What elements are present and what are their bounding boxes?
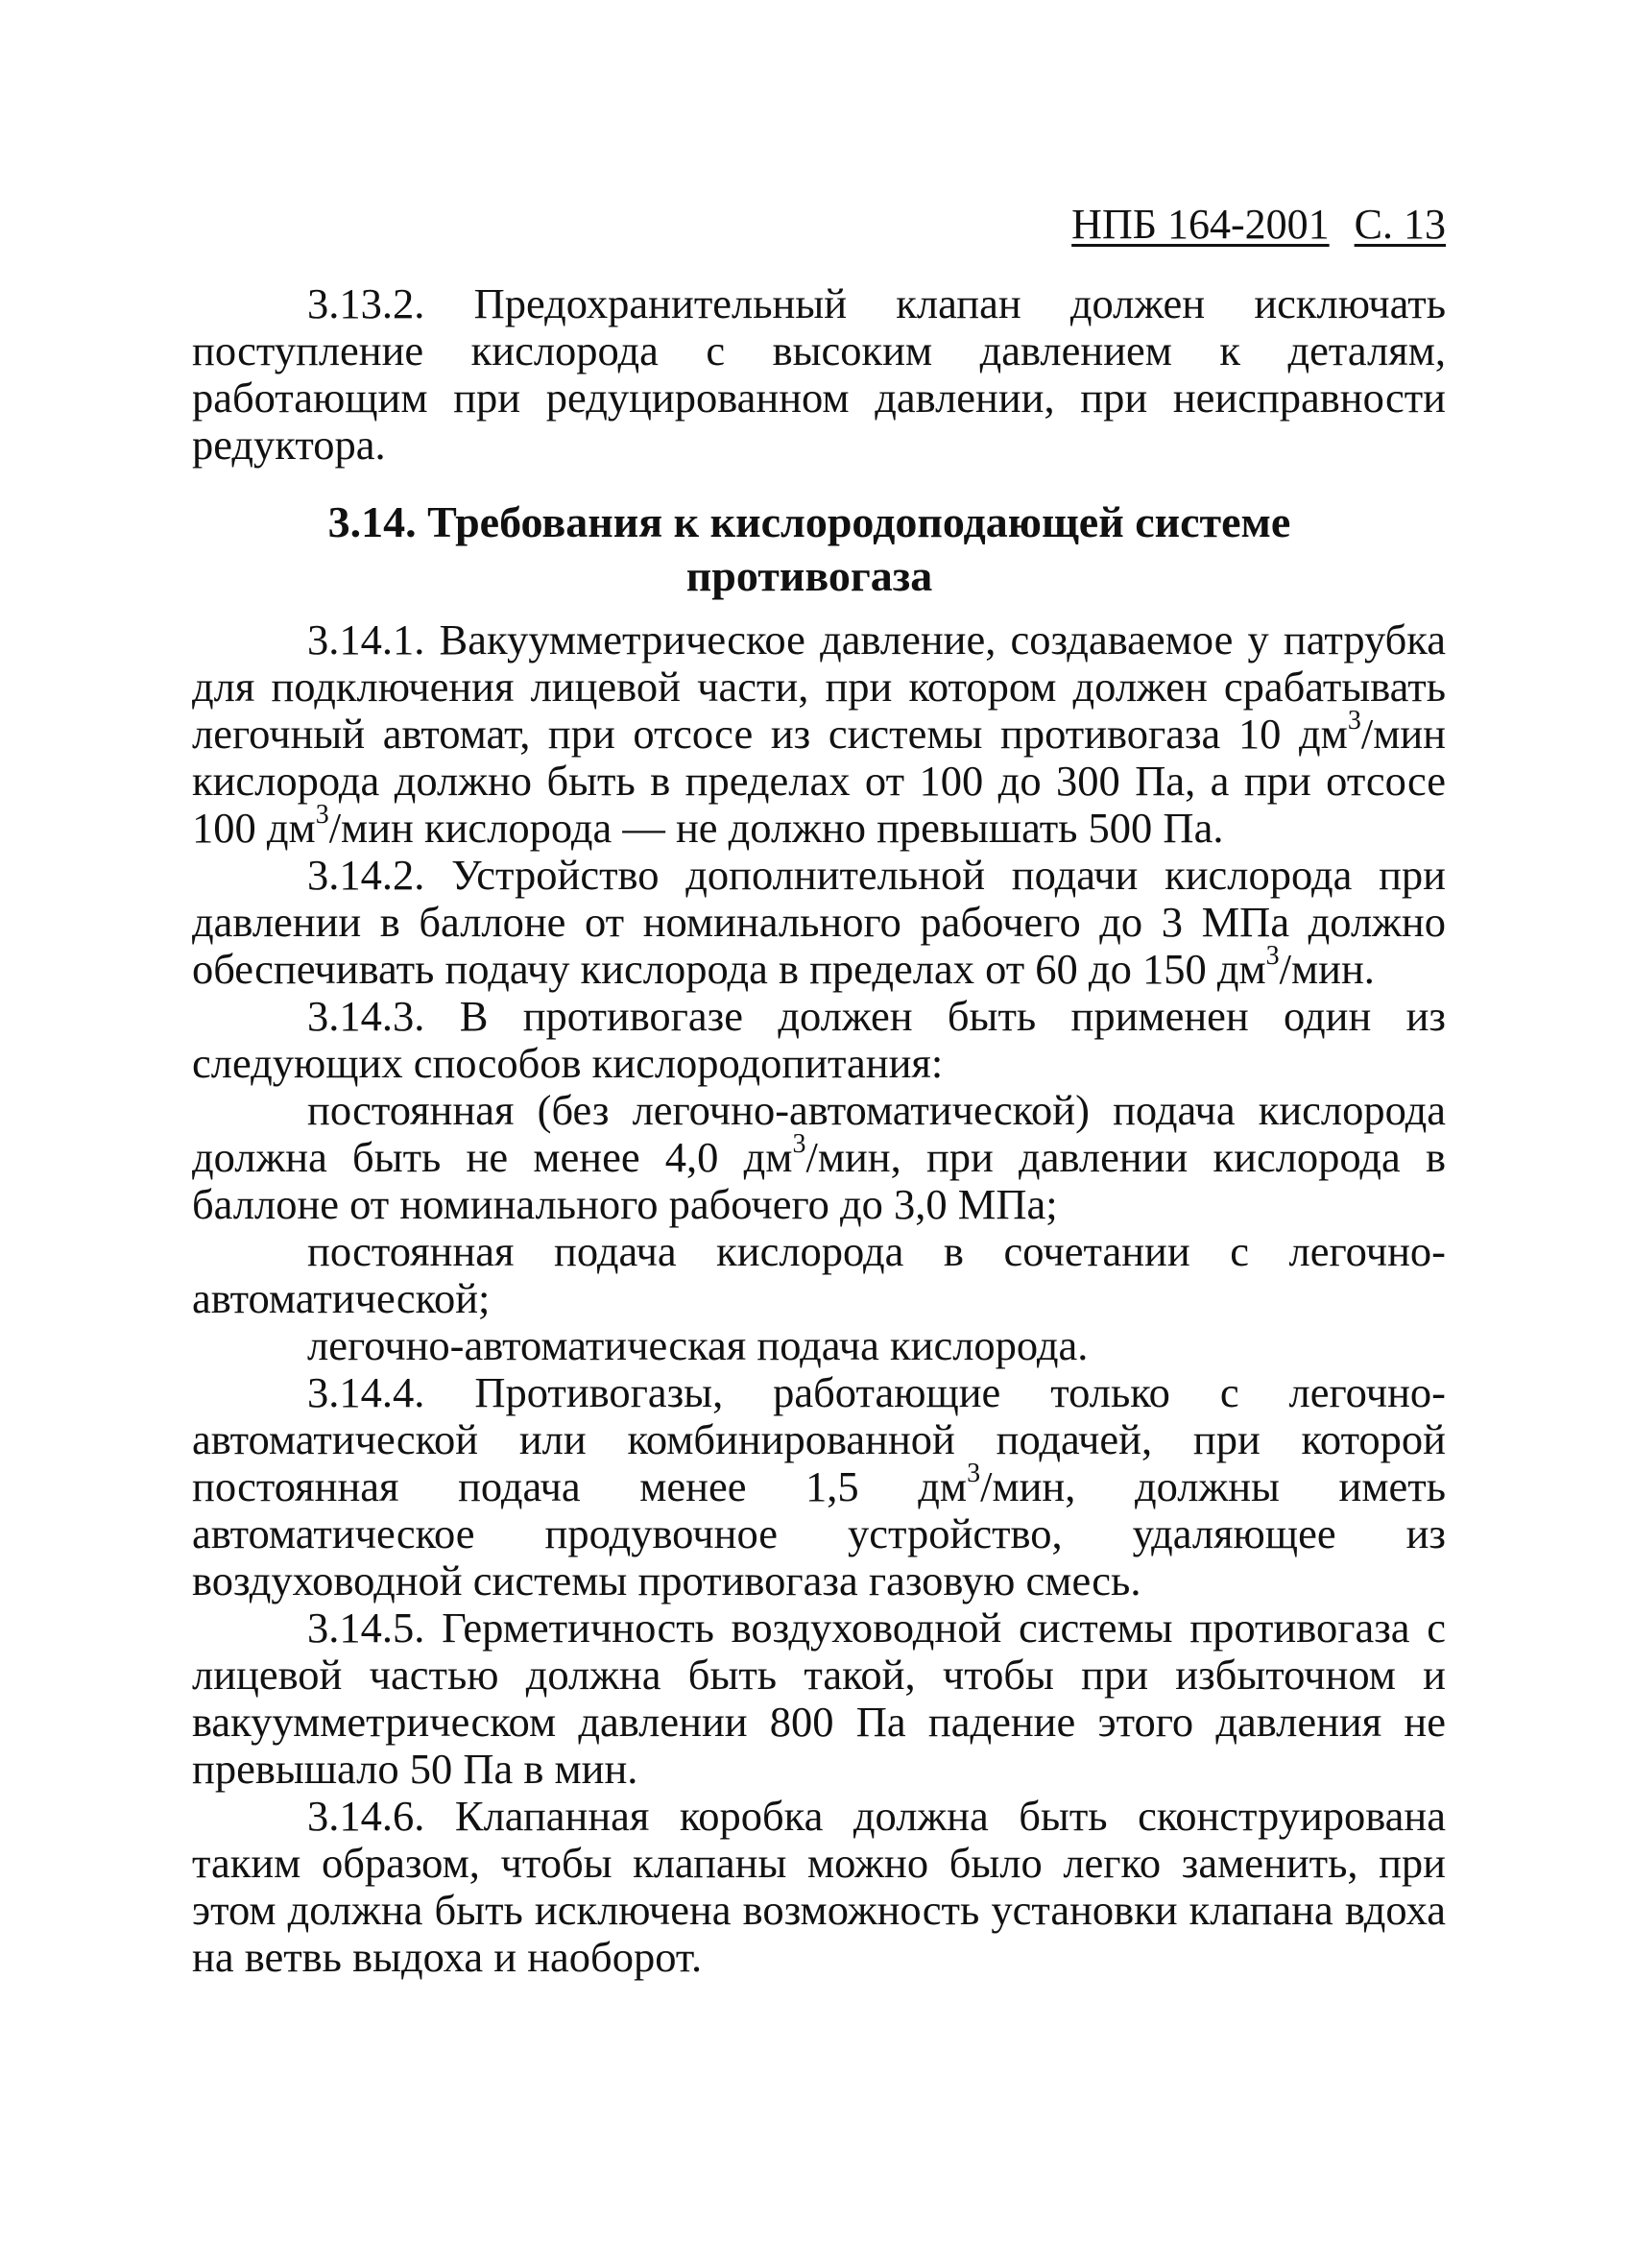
list-item-1-text-a: постоянная (без легочно-автоматической) подача кислорода должна быть не менее 4,0 дм xyxy=(192,1086,1446,1181)
document-body xyxy=(192,280,1446,1981)
paragraph-3-14-1 xyxy=(192,616,1446,852)
paragraph-3-14-3: 3.14.3. В противогазе должен быть применен один из следующих способов кислородопитания: xyxy=(192,992,1446,1087)
page-header xyxy=(1018,200,1446,250)
paragraph-3-14-2-text-b: /мин. xyxy=(1279,945,1375,993)
paragraph-3-14-4-text-a: 3.14.4. Противогазы, работающие только с легочно-автоматической или комбинированной подачей, при которой постоянная подача менее 1,5 дм xyxy=(192,1368,1446,1510)
paragraph-3-14-5: 3.14.5. Герметичность воздуховодной системы противогаза с лицевой частью должна быть такой, чтобы при избыточном и вакуумметрическом давлении 800 Па падение этого давления не превышало 50 Па в мин. xyxy=(192,1604,1446,1793)
superscript-3: 3 xyxy=(1347,706,1361,736)
paragraph-3-14-6: 3.14.6. Клапанная коробка должна быть сконструирована таким образом, чтобы клапаны можно было легко заменить, при этом должна быть исключена возможность установки клапана вдоха на ветвь выдоха и наоборот. xyxy=(192,1792,1446,1981)
paragraph-3-14-2 xyxy=(192,852,1446,993)
list-item-constant-supply xyxy=(192,1087,1446,1228)
paragraph-3-13-2: 3.13.2. Предохранительный клапан должен исключать поступление кислорода с высоким давлением к деталям, работающим при редуцированном давлении, при неисправности редуктора. xyxy=(192,279,1446,469)
superscript-3: 3 xyxy=(792,1129,806,1160)
section-title-3-14: 3.14. Требования к кислородоподающей системе противогаза xyxy=(327,497,1291,600)
list-item-combined-supply: постоянная подача кислорода в сочетании с легочно-автоматической; xyxy=(192,1227,1446,1322)
paragraph-3-14-4-text-b: /мин, должны иметь автоматическое продувочное устройство, удаляющее из воздуховодной системы противогаза газовую смесь. xyxy=(192,1462,1447,1604)
paragraph-3-14-1-text-c: /мин кислорода — не должно превышать 500 Па. xyxy=(328,804,1224,852)
paragraph-3-14-4 xyxy=(192,1369,1446,1604)
paragraph-3-14-1-text-a: 3.14.1. Вакуумметрическое давление, создаваемое у патрубка для подключения лицевой части, при котором должен срабатывать легочный автомат, при отсосе из системы противогаза 10 дм xyxy=(192,615,1446,758)
list-item-lung-automatic-supply: легочно-автоматическая подача кислорода. xyxy=(307,1321,1089,1369)
superscript-3: 3 xyxy=(315,800,329,831)
list-item-1-text-b: /мин, при давлении кислорода в баллоне от номинального рабочего до 3,0 МПа; xyxy=(192,1133,1446,1228)
superscript-3: 3 xyxy=(1265,941,1280,972)
paragraph-3-14-2-text-a: 3.14.2. Устройство дополнительной подачи кислорода при давлении в баллоне от номинального рабочего до 3 МПа должно обеспечивать подачу кислорода в пределах от 60 до 150 дм xyxy=(192,851,1446,993)
superscript-3: 3 xyxy=(967,1459,981,1489)
paragraph-3-14-1-text-b: /мин кислорода должно быть в пределах от 100 до 300 Па, а при отсосе 100 дм xyxy=(192,710,1446,852)
page-number: С. 13 xyxy=(1354,201,1446,248)
document-code: НПБ 164-2001 xyxy=(1071,201,1330,248)
